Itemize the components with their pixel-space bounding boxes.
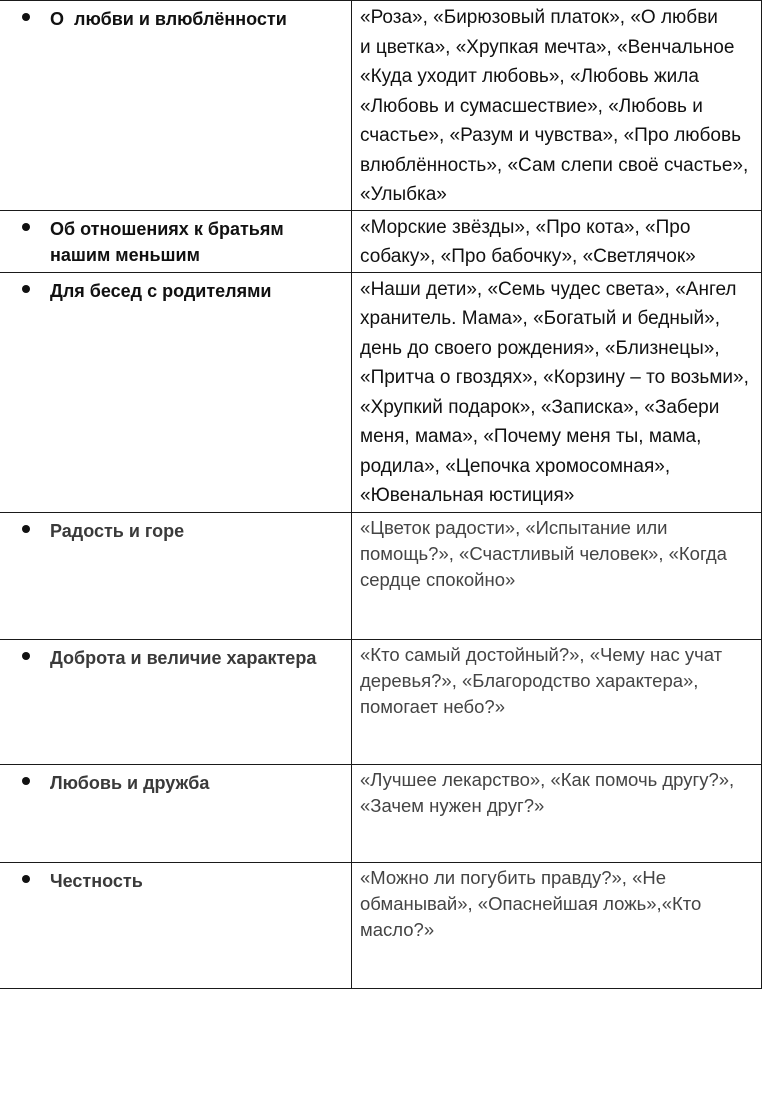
stories-text	[352, 211, 761, 272]
topic-cell	[0, 862, 352, 988]
stories-line: «Любовь и сумасшествие», «Любовь и	[360, 95, 703, 117]
stories-line: родила», «Цепочка хромосомная»,	[360, 455, 671, 477]
topic-label: Честность	[50, 870, 143, 891]
stories-cell	[352, 862, 762, 988]
topic-cell	[0, 210, 352, 272]
topic-label: Об отношениях к братьям нашим меньшим	[50, 218, 289, 265]
stories-cell	[352, 272, 762, 512]
stories-line: сердце спокойно»	[360, 568, 516, 590]
stories-line: хранитель. Мама», «Богатый и бедный»,	[360, 308, 720, 329]
stories-line: «Зачем нужен друг?»	[360, 794, 545, 816]
stories-text	[352, 513, 761, 593]
topic-label: Доброта и величие характера	[50, 647, 317, 668]
stories-line: «Роза», «Бирюзовый платок», «О любви	[360, 7, 718, 28]
bullet-icon	[22, 13, 30, 21]
stories-line: влюблённость», «Сам слепи своё счастье»,	[360, 154, 749, 176]
stories-cell	[352, 210, 762, 272]
stories-line: обманывай», «Опаснейшая ложь»,«Кто	[360, 892, 702, 914]
stories-line: масло?»	[360, 918, 435, 940]
stories-line: и цветка», «Хрупкая мечта», «Венчальное	[360, 36, 735, 58]
stories-line: «Лучшее лекарство», «Как помочь другу?»,	[360, 768, 735, 790]
table-row	[0, 1, 762, 211]
topic-cell	[0, 512, 352, 639]
table-row	[0, 862, 762, 988]
table-row	[0, 764, 762, 862]
bullet-icon	[22, 777, 30, 785]
stories-line: «Кто самый достойный?», «Чему нас учат	[360, 643, 723, 665]
stories-line: «Наши дети», «Семь чудес света», «Ангел	[360, 278, 737, 300]
topic-label: Для бесед с родителями	[50, 280, 272, 301]
topic-cell	[0, 764, 352, 862]
stories-cell	[352, 512, 762, 639]
topic-label: Любовь и дружба	[50, 772, 210, 793]
stories-line: «Улыбка»	[360, 184, 447, 205]
stories-text	[352, 1, 761, 210]
stories-line: «Хрупкий подарок», «Записка», «Забери	[360, 396, 720, 418]
table-row	[0, 210, 762, 272]
stories-line: деревья?», «Благородство характера»,	[360, 669, 699, 691]
topic-cell	[0, 639, 352, 764]
stories-line: собаку», «Про бабочку», «Светлячок»	[360, 246, 696, 267]
bullet-icon	[22, 652, 30, 660]
table-row	[0, 512, 762, 639]
stories-line: день до своего рождения», «Близнецы»,	[360, 337, 720, 359]
stories-line: помощь?», «Счастливый человек», «Когда	[360, 542, 727, 564]
stories-text	[352, 765, 761, 819]
stories-line: «Можно ли погубить правду?», «Не	[360, 866, 667, 888]
topic-label: Радость и горе	[50, 520, 185, 541]
topic-cell	[0, 272, 352, 512]
stories-line: «Притча о гвоздях», «Корзину – то возьми»,	[360, 367, 749, 388]
stories-line: меня, мама», «Почему меня ты, мама,	[360, 426, 702, 447]
stories-cell	[352, 639, 762, 764]
table-row	[0, 272, 762, 512]
topic-label: О любви и влюблённости	[50, 9, 287, 29]
bullet-icon	[22, 285, 30, 293]
stories-line: «Куда уходит любовь», «Любовь жила	[360, 66, 699, 87]
topic-cell	[0, 1, 352, 211]
stories-text	[352, 273, 761, 511]
stories-cell	[352, 1, 762, 211]
stories-text	[352, 863, 761, 943]
table-row	[0, 639, 762, 764]
stories-line: помогает небо?»	[360, 695, 505, 717]
bullet-icon	[22, 223, 30, 231]
stories-cell	[352, 764, 762, 862]
stories-line: счастье», «Разум и чувства», «Про любовь	[360, 125, 741, 146]
stories-text	[352, 640, 761, 720]
bullet-icon	[22, 525, 30, 533]
stories-line: «Морские звёзды», «Про кота», «Про	[360, 216, 691, 238]
stories-line: «Ювенальная юстиция»	[360, 485, 575, 506]
stories-line: «Цветок радости», «Испытание или	[360, 516, 668, 538]
bullet-icon	[22, 875, 30, 883]
